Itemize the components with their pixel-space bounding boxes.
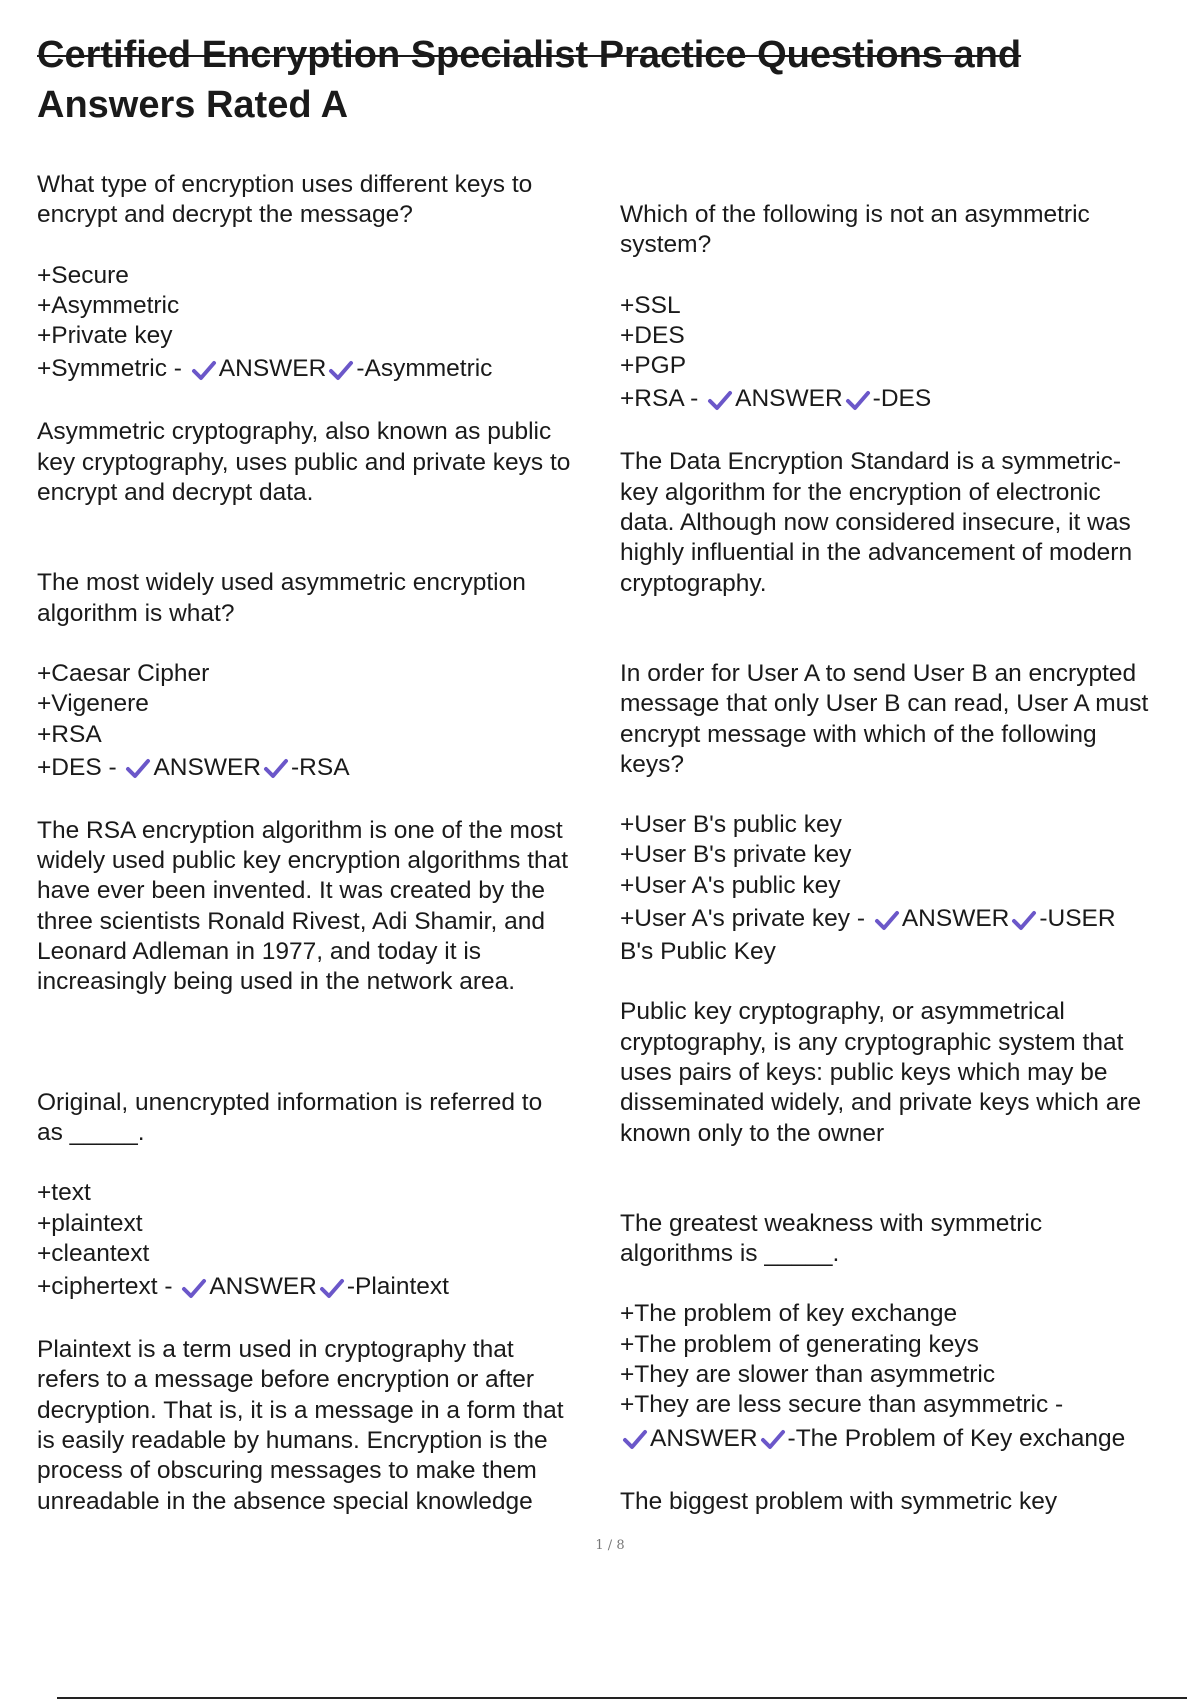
check-mark-icon bbox=[125, 757, 151, 779]
answer-line bbox=[620, 1421, 1195, 1457]
explanation-text: Plaintext is a term used in cryptography that refers to a message before encryption or after decryption. That is, it is a message in a form that is easily readable by humans. Encryption is the process of obscuring messages to make them unreadable in the absence special knowledge bbox=[37, 1336, 564, 1515]
question-text: The biggest problem with symmetric key bbox=[620, 1487, 1058, 1515]
option: +Caesar Cipher bbox=[37, 659, 210, 687]
option: +Asymmetric bbox=[37, 291, 180, 319]
check-mark-icon bbox=[181, 1277, 207, 1299]
option: +PGP bbox=[620, 352, 687, 380]
check-mark-icon bbox=[328, 359, 354, 381]
option: +They are slower than asymmetric bbox=[620, 1361, 996, 1389]
option: +plaintext bbox=[37, 1209, 143, 1237]
check-mark-icon bbox=[874, 909, 900, 931]
answer-line: +ciphertext - ANSWER -Plaintext bbox=[37, 1273, 449, 1301]
option: +Vigenere bbox=[37, 690, 149, 718]
explanation-text: Public key cryptography, or asymmetrical cryptography, is any cryptographic system that uses pairs of keys: public keys which may be disseminated widely, and private keys which are known only to the owner bbox=[620, 998, 1142, 1147]
answer-value: -Asymmetric bbox=[356, 355, 493, 383]
explanation-text: The Data Encryption Standard is a symmetric- key algorithm for the encryption of electronic data. Although now considered insecure, it was highly influential in the advancement of modern cryptography. bbox=[620, 448, 1133, 597]
answer-line: +User A's private key - ANSWER -USER bbox=[620, 905, 1116, 933]
check-mark-icon bbox=[1011, 909, 1037, 931]
answer-value: -Plaintext bbox=[346, 1273, 449, 1301]
options-list bbox=[37, 659, 612, 786]
title-line-2: Answers Rated A bbox=[37, 84, 349, 126]
title-line-1: Certified Encryption Specialist Practice Questions and bbox=[37, 34, 1022, 76]
answer-line: +DES - ANSWER -RSA bbox=[37, 753, 350, 781]
option: +They are less secure than asymmetric - bbox=[620, 1391, 1064, 1419]
option: +The problem of key exchange bbox=[620, 1300, 958, 1328]
question-block bbox=[37, 568, 612, 997]
option: +Private key bbox=[37, 322, 173, 350]
check-mark-icon bbox=[760, 1428, 786, 1450]
answer-value: -USER bbox=[1039, 905, 1116, 933]
page-title bbox=[37, 30, 1157, 130]
answer-label: ANSWER bbox=[218, 355, 327, 383]
question-block bbox=[620, 1209, 1195, 1457]
option: +User B's public key bbox=[620, 811, 842, 839]
check-mark-icon bbox=[191, 359, 217, 381]
answer-value: -DES bbox=[872, 385, 932, 413]
footer-divider bbox=[57, 1697, 1187, 1699]
option: +cleantext bbox=[37, 1239, 150, 1267]
question-text: Original, unencrypted information is referred to as _____. bbox=[37, 1088, 543, 1146]
explanation-text: Asymmetric cryptography, also known as public key cryptography, uses public and private keys to encrypt and decrypt data. bbox=[37, 418, 571, 507]
options-list bbox=[37, 1178, 612, 1305]
option: +text bbox=[37, 1179, 91, 1207]
explanation-text: The RSA encryption algorithm is one of the most widely used public key encryption algorithms that have ever been invented. It was created by the three scientists Ronald Rivest, Adi Shamir, and Leonard Adleman in 1977, and today it is increasingly being used in the network area. bbox=[37, 816, 569, 996]
question-text: The greatest weakness with symmetric algorithms is _____. bbox=[620, 1209, 1043, 1268]
answer-label: ANSWER bbox=[650, 1424, 758, 1452]
question-block bbox=[620, 659, 1195, 1149]
answer-value: -The Problem of Key exchange bbox=[787, 1424, 1126, 1452]
question-text: What type of encryption uses different keys to encrypt and decrypt the message? bbox=[37, 171, 533, 229]
option: +RSA bbox=[37, 720, 102, 748]
question-block bbox=[37, 170, 612, 508]
check-mark-icon bbox=[622, 1428, 648, 1450]
answer-label: ANSWER bbox=[209, 1273, 317, 1301]
answer-line: +RSA - ANSWER -DES bbox=[620, 385, 932, 413]
question-text: Which of the following is not an asymmetric system? bbox=[620, 201, 1090, 259]
option: +DES bbox=[620, 321, 685, 349]
answer-value: -RSA bbox=[291, 753, 350, 781]
question-block bbox=[620, 1487, 1195, 1517]
options-list bbox=[620, 291, 1195, 418]
option: +User A's public key bbox=[620, 871, 841, 899]
check-mark-icon bbox=[263, 757, 289, 779]
option: +SSL bbox=[620, 291, 681, 319]
left-column bbox=[37, 170, 612, 1517]
options-list bbox=[620, 1299, 1195, 1456]
question-text: The most widely used asymmetric encryption algorithm is what? bbox=[37, 569, 526, 627]
option: +The problem of generating keys bbox=[620, 1330, 979, 1358]
question-block bbox=[37, 1088, 612, 1517]
check-mark-icon bbox=[845, 389, 871, 411]
option: +User B's private key bbox=[620, 841, 852, 869]
check-mark-icon bbox=[319, 1277, 345, 1299]
option: +Secure bbox=[37, 261, 129, 289]
right-column bbox=[620, 200, 1195, 1517]
answer-label: ANSWER bbox=[901, 905, 1010, 933]
check-mark-icon bbox=[707, 389, 733, 411]
answer-label: ANSWER bbox=[735, 385, 843, 413]
answer-label: ANSWER bbox=[153, 753, 262, 781]
options-list bbox=[37, 261, 612, 388]
page-number: 1 / 8 bbox=[595, 1538, 625, 1553]
answer-line: +Symmetric - ANSWER -Asymmetric bbox=[37, 355, 493, 383]
question-text: In order for User A to send User B an encrypted message that only User B can read, User A must encrypt message with which of the following keys? bbox=[620, 659, 1149, 778]
answer-continuation: B's Public Key bbox=[620, 938, 776, 966]
question-block bbox=[620, 200, 1195, 599]
options-list bbox=[620, 810, 1195, 967]
